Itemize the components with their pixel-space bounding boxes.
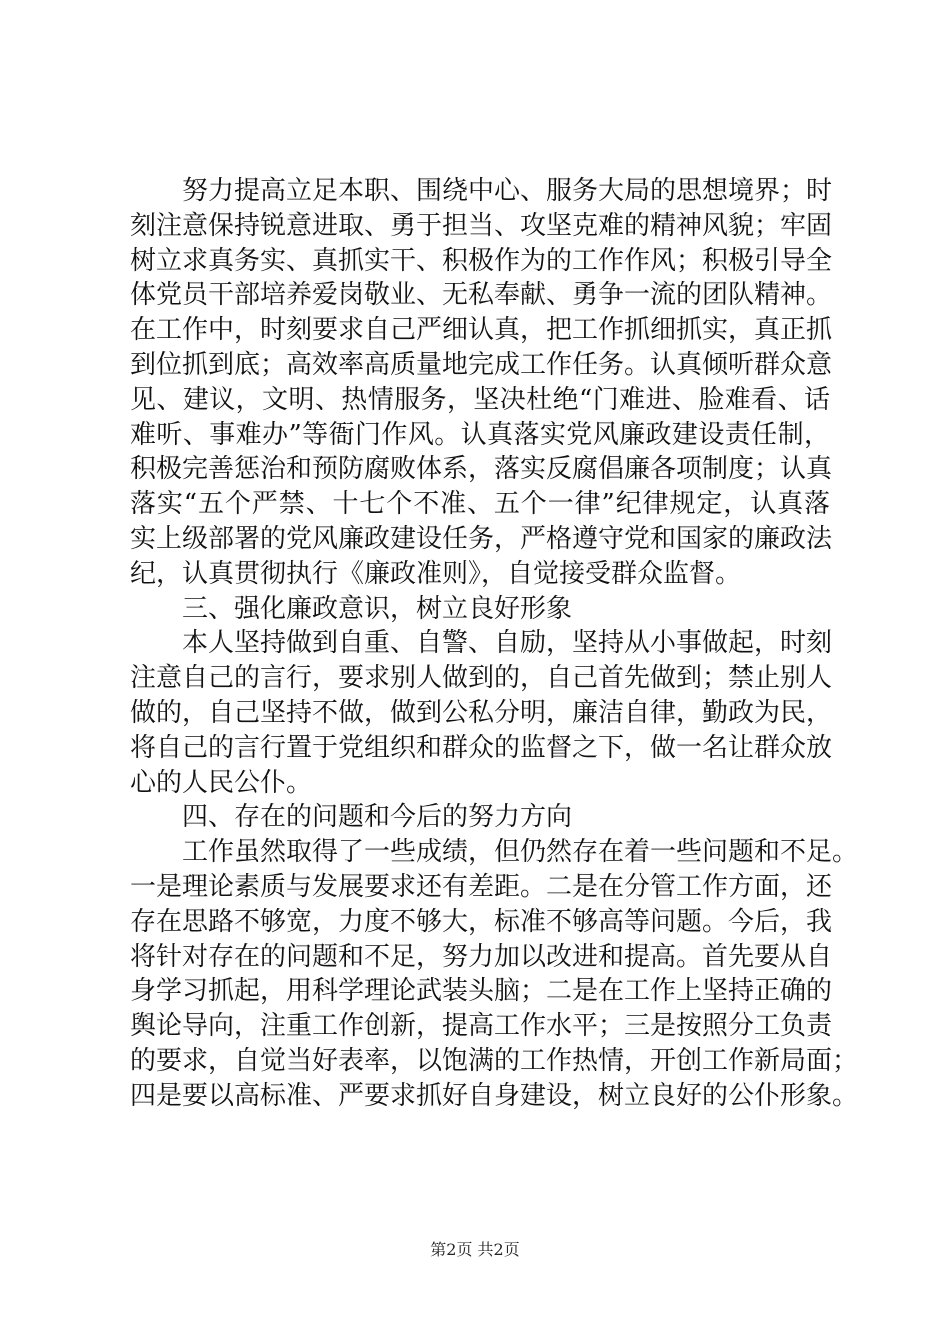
document-body	[130, 174, 859, 1114]
paragraph-line: 积极完善惩治和预防腐败体系，落实反腐倡廉各项制度；认真	[130, 454, 833, 485]
paragraph-line: 纪，认真贯彻执行《廉政准则》，自觉接受群众监督。	[130, 558, 742, 589]
paragraph-line: 难听、事难办”等衙门作风。认真落实党风廉政建设责任制，	[130, 419, 830, 450]
paragraph-line: 四是要以高标准、严要求抓好自身建设，树立良好的公仆形象。	[130, 1080, 859, 1111]
section-heading: 四、存在的问题和今后的努力方向	[182, 802, 573, 833]
paragraph-line: 落实“五个严禁、十七个不准、五个一律”纪律规定，认真落	[130, 489, 830, 520]
paragraph-line: 注意自己的言行，要求别人做到的，自己首先做到；禁止别人	[130, 663, 833, 694]
paragraph-line: 体党员干部培养爱岗敬业、无私奉献、勇争一流的团队精神。	[130, 280, 833, 311]
paragraph-line: 在工作中，时刻要求自己严细认真，把工作抓细抓实，真正抓	[130, 315, 833, 346]
paragraph-line: 到位抓到底；高效率高质量地完成工作任务。认真倾听群众意	[130, 349, 833, 380]
paragraph-line: 工作虽然取得了一些成绩，但仍然存在着一些问题和不足。	[182, 837, 859, 868]
paragraph-line: 的要求，自觉当好表率，以饱满的工作热情，开创工作新局面；	[130, 1045, 859, 1076]
paragraph-line: 将针对存在的问题和不足，努力加以改进和提高。首先要从自	[130, 941, 833, 972]
paragraph-line: 见、建议，文明、热情服务，坚决杜绝“门难进、脸难看、话	[130, 384, 830, 415]
paragraph-line: 本人坚持做到自重、自警、自励，坚持从小事做起，时刻	[182, 628, 833, 659]
paragraph-line: 一是理论素质与发展要求还有差距。二是在分管工作方面，还	[130, 871, 833, 902]
paragraph-line: 做的，自己坚持不做，做到公私分明，廉洁自律，勤政为民，	[130, 697, 833, 728]
paragraph-line: 树立求真务实、真抓实干、积极作为的工作作风；积极引导全	[130, 245, 833, 276]
paragraph-line: 实上级部署的党风廉政建设任务，严格遵守党和国家的廉政法	[130, 523, 833, 554]
paragraph-line: 努力提高立足本职、围绕中心、服务大局的思想境界；时	[182, 176, 833, 206]
paragraph-line: 心的人民公仆。	[130, 767, 313, 798]
page-footer: 第2页 共2页	[430, 1240, 520, 1259]
paragraph-line: 将自己的言行置于党组织和群众的监督之下，做一名让群众放	[130, 732, 833, 763]
paragraph-line: 存在思路不够宽，力度不够大，标准不够高等问题。今后，我	[130, 906, 833, 937]
paragraph-line: 身学习抓起，用科学理论武装头脑；二是在工作上坚持正确的	[130, 976, 833, 1007]
paragraph-line: 刻注意保持锐意进取、勇于担当、攻坚克难的精神风貌；牢固	[130, 210, 833, 241]
paragraph-line: 舆论导向，注重工作创新，提高工作水平；三是按照分工负责	[130, 1011, 833, 1042]
section-heading: 三、强化廉政意识，树立良好形象	[182, 593, 573, 624]
